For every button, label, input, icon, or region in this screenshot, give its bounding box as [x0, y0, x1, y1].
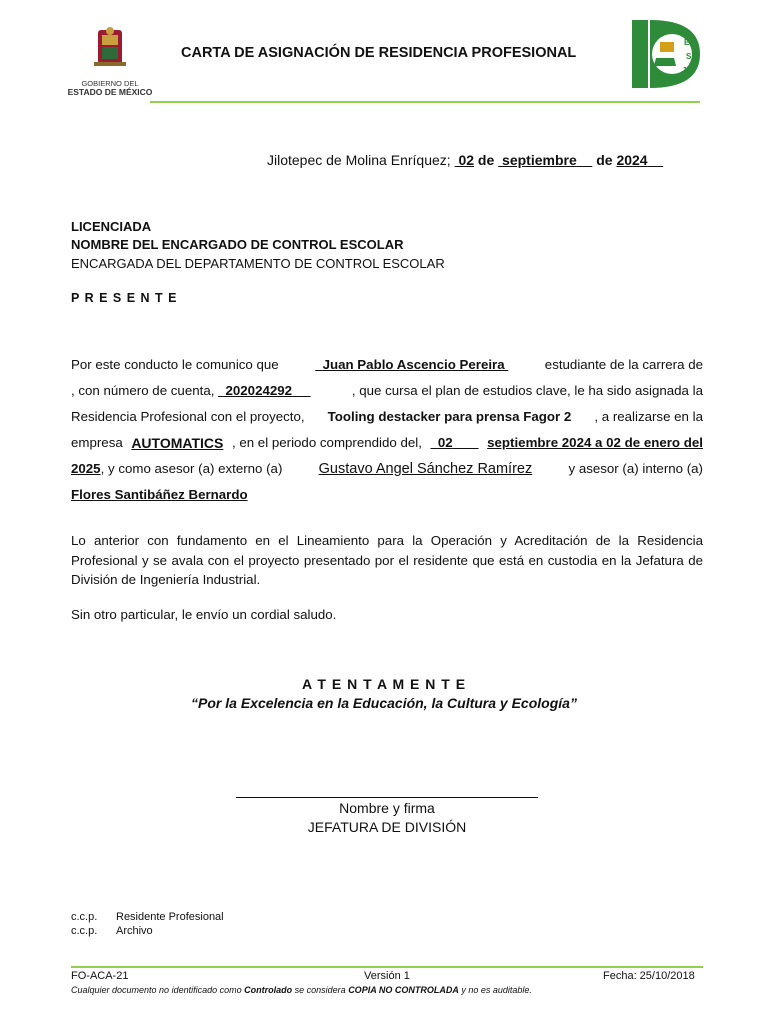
date-year: 2024: [616, 152, 648, 168]
date-day: 02: [458, 152, 475, 168]
period-year: 2025: [71, 461, 101, 476]
footer-version: Versión 1: [364, 970, 410, 982]
footer-note: [71, 985, 532, 995]
date-de2: de: [596, 152, 613, 168]
p1-text-i: , y como asesor (a) externo (a): [100, 461, 283, 476]
gobierno-estado-mexico-logo: [64, 26, 156, 96]
footer-note-d: COPIA NO CONTROLADA: [348, 985, 459, 995]
addressee-title: LICENCIADA: [71, 219, 152, 234]
p1-text-f: , a realizarse en la: [594, 409, 703, 424]
ccp-label-1: c.c.p.: [71, 911, 98, 923]
signature-title: JEFATURA DE DIVISIÓN: [307, 819, 467, 835]
tesji-letter-t: T: [676, 24, 681, 33]
coat-of-arms-icon: [64, 26, 156, 74]
body-paragraph-1: [71, 352, 703, 508]
date-month: septiembre: [502, 152, 577, 168]
footer-code: FO-ACA-21: [71, 970, 129, 982]
signature-label: Nombre y firma: [339, 800, 435, 816]
footer-note-c: se considera: [294, 985, 346, 995]
header-divider: [150, 101, 700, 103]
addressee-name: NOMBRE DEL ENCARGADO DE CONTROL ESCOLAR: [71, 237, 404, 252]
p1-text-j: y asesor (a) interno (a): [568, 461, 703, 476]
internal-advisor: Flores Santibáñez Bernardo: [71, 487, 248, 502]
ccp-value-2: Archivo: [116, 925, 153, 937]
footer-note-b: Controlado: [244, 985, 293, 995]
date-de1: de: [477, 152, 495, 168]
account-number: 202024292: [225, 383, 293, 398]
place-date-line: [267, 152, 663, 168]
tesji-letter-j: J: [682, 66, 687, 75]
footer-note-a: Cualquier documento no identificado como: [71, 985, 242, 995]
external-advisor: Gustavo Angel Sánchez Ramírez: [318, 461, 533, 477]
presente-label: P R E S E N T E: [71, 291, 178, 305]
document-title: CARTA DE ASIGNACIÓN DE RESIDENCIA PROFESIONAL: [181, 45, 577, 61]
addressee-department: ENCARGADA DEL DEPARTAMENTO DE CONTROL ESCOLAR: [71, 256, 445, 271]
atentamente-label: A T E N T A M E N T E: [301, 676, 467, 692]
p1-text-b: estudiante de la carrera de: [544, 357, 703, 372]
footer-date: Fecha: 25/10/2018: [603, 970, 695, 982]
footer-divider: [71, 966, 703, 968]
tesji-letter-e: E: [684, 38, 690, 47]
p1-text-e: Residencia Profesional con el proyecto,: [71, 409, 305, 424]
body-paragraph-3: Sin otro particular, le envío un cordial saludo.: [71, 607, 337, 622]
ccp-value-1: Residente Profesional: [116, 911, 224, 923]
ccp-label-2: c.c.p.: [71, 925, 98, 937]
project-name: Tooling destacker para prensa Fagor 2: [327, 409, 572, 424]
tesji-letter-i: I: [672, 76, 675, 85]
company-name: AUTOMATICS: [131, 435, 224, 451]
body-paragraph-2: Lo anterior con fundamento en el Lineamiento para la Operación y Acreditación de la Residencia Profesional y se avala con el proyecto presentado por el residente que está en custodia en la Jefatura de División de Ingeniería Industrial.: [71, 533, 703, 587]
tesji-letter-s: S: [686, 52, 692, 61]
signature-line: [236, 797, 538, 798]
footer-note-e: y no es auditable.: [461, 985, 532, 995]
p1-text-c: , con número de cuenta,: [71, 383, 215, 398]
gov-logo-line2: ESTADO DE MÉXICO: [67, 87, 153, 97]
place: Jilotepec de Molina Enríquez;: [267, 152, 451, 168]
period-start: 02: [437, 435, 453, 450]
period-rest: septiembre 2024 a 02 de enero del: [487, 435, 703, 450]
student-name: Juan Pablo Ascencio Pereira: [322, 357, 505, 372]
motto: “Por la Excelencia en la Educación, la Cultura y Ecología”: [191, 695, 577, 711]
p1-text-h: , en el periodo comprendido del,: [231, 435, 422, 450]
p1-text-a: Por este conducto le comunico que: [71, 357, 279, 372]
p1-text-d: , que cursa el plan de estudios clave, le ha sido asignada la: [351, 383, 703, 398]
gov-logo-line1: GOBIERNO DEL: [81, 79, 139, 88]
p1-text-g: empresa: [71, 435, 123, 450]
